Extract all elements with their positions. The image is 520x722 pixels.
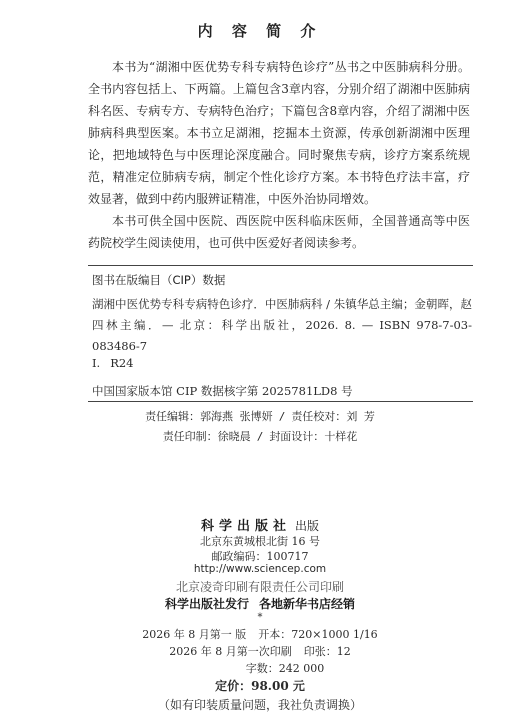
separator-star: * [257,612,263,623]
credits-line-1: 责任编辑：郭海燕 张博妍 / 责任校对：刘 芳 [145,410,375,423]
word-count: 字数：242 000 [245,662,325,675]
publisher-postcode: 邮政编码：100717 [211,550,309,563]
publisher-website: http://www.sciencep.com [193,563,327,575]
editor-label: 责任编辑： [145,410,201,423]
printing-row [0,643,520,659]
proofreader-label: 责任校对： [291,410,347,423]
edition-line: 2026 年 8 月第一 版 [142,628,247,641]
cip-class-roman: Ⅰ. [92,356,101,370]
publisher-suffix: 出版 [295,519,320,533]
cip-classification [92,356,134,370]
publisher-line [0,515,520,534]
quality-notice: （如有印装质量问题，我社负责调换） [157,698,362,712]
edition-row [0,626,520,642]
cip-number: 中国国家版本馆 CIP 数据核字第 2025781LD8 号 [92,384,353,398]
distribution-info [0,595,520,612]
content-summary [88,56,470,254]
distributor-publisher: 科学出版社发行 [164,597,249,611]
cip-record: 湖湘中医优势专科专病特色诊疗．中医肺病科 / 朱镇华总主编；金朝晖，赵四林主编．— 北京：科学出版社，2026. 8. — ISBN 978-7-03-083486-7 [92,297,472,353]
divider-top [88,265,473,266]
summary-paragraph-1: 本书为“湖湘中医优势专科专病特色诊疗”丛书之中医肺病科分册。全书内容包括上、下两篇。上篇包含3章内容，分别介绍了湖湘中医肺病科名医、专病专方、专病特色治疗；下篇包含8章内容，介绍了湖湘中医肺病科典型医案。本书立足湖湘，挖掘本土资源，传承创新湖湘中医理论，把地域特色与中医理论深度融合。同时聚焦专病，诊疗方案系统规范，精准定位肺病专病，制定个性化诊疗方案。本书特色疗法丰富，疗效显著，做到中药内服辨证精准，中医外治协同增效。 [88,60,470,206]
price: 定价：98.00 元 [215,679,305,693]
cover-design-name: 十样花 [324,430,358,443]
divider-bottom [88,401,473,402]
publisher-logo: 科学出版社 [200,519,291,534]
printing-name: 徐晓晨 [217,430,251,443]
printing-line: 2026 年 8 月第一次印刷 [169,645,292,658]
credits-line-2: 责任印制：徐晓晨 / 封面设计：十样花 [162,430,358,443]
editor-names: 郭海燕 张博妍 [200,410,273,423]
publisher-address: 北京东黄城根北街 16 号 [200,535,320,548]
cover-design-label: 封面设计： [269,430,325,443]
printer-info: 北京凌奇印刷有限责任公司印刷 [175,580,344,594]
summary-paragraph-2: 本书可供全国中医院、西医院中医科临床医师，全国普通高等中医药院校学生阅读使用，也可供中医爱好者阅读参考。 [88,214,470,250]
page-title: 内 容 简 介 [197,22,323,40]
proofreader-name: 刘 芳 [346,410,375,423]
cip-class-code: R24 [110,356,134,370]
distributor-bookstores: 各地新华书店经销 [259,597,356,611]
cip-heading: 图书在版编目（CIP）数据 [92,273,226,287]
printing-label: 责任印制： [162,430,218,443]
sheets-line: 印张：12 [303,645,351,658]
format-line: 开本：720×1000 1/16 [258,628,378,641]
